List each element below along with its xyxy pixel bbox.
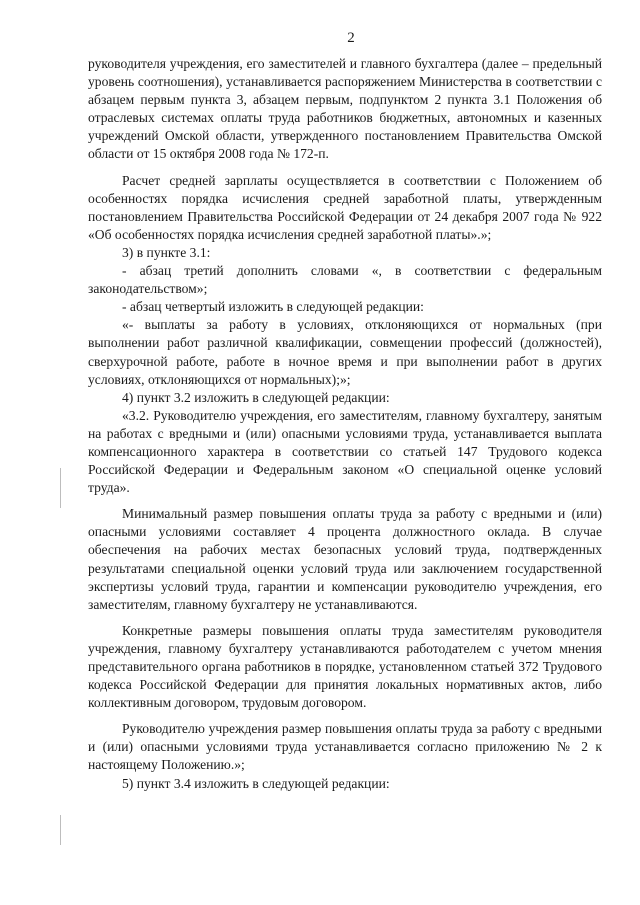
scan-artifact-line — [60, 468, 61, 508]
paragraph: Минимальный размер повышения оплаты труда за работу с вредными и (или) опасными условиями составляет 4 процента должностного оклада. В случае обеспечения на рабочих местах безопасных условий труда, подтвержденных результатами специальной оценки условий труда или заключением государственной экспертизы условий труда, гарантии и компенсации руководителю учреждения, его заместителям, главному бухгалтеру не устанавливаются. — [88, 506, 602, 612]
paragraph: 3) в пункте 3.1: — [122, 244, 211, 260]
document-body — [88, 55, 602, 793]
paragraph: Руководителю учреждения размер повышения оплаты труда за работу с вредными и (или) опасными условиями труда устанавливается согласно приложению № 2 к настоящему Положению.»; — [88, 721, 602, 773]
paragraph: Расчет средней зарплаты осуществляется в соответствии с Положением об особенностях порядка исчисления средней заработной платы, утвержденным постановлением Правительства Российской Федерации от 24 декабря 2007 года № 922 «Об особенностях порядка исчисления средней заработной платы».»; — [88, 172, 602, 242]
paragraph: «- выплаты за работу в условиях, отклоняющихся от нормальных (при выполнении работ различной квалификации, совмещении профессий (должностей), сверхурочной работе, работе в ночное время и при выполнении работ в других условиях, отклоняющихся от нормальных);»; — [88, 317, 602, 387]
scan-artifact-line — [60, 815, 61, 845]
page-number: 2 — [347, 30, 355, 46]
paragraph: 4) пункт 3.2 изложить в следующей редакции: — [122, 389, 390, 405]
paragraph: «3.2. Руководителю учреждения, его заместителям, главному бухгалтеру, занятым на работах с вредными и (или) опасными условиями труда, устанавливается выплата компенсационного характера в соответствии со статьей 147 Трудового кодекса Российской Федерации и Федеральным законом «О специальной оценке условий труда». — [88, 407, 602, 496]
paragraph: - абзац третий дополнить словами «, в соответствии с федеральным законодательством»; — [88, 263, 602, 297]
paragraph: 5) пункт 3.4 изложить в следующей редакции: — [122, 775, 390, 791]
paragraph: руководителя учреждения, его заместителей и главного бухгалтера (далее – предельный уровень соотношения), устанавливается распоряжением Министерства в соответствии с абзацем первым пункта 3, абзацем первым, подпунктом 2 пункта 3.1 Положения об отраслевых системах оплаты труда работников бюджетных, автономных и казенных учреждений Омской области, утвержденного постановлением Правительства Омской области от 15 октября 2008 года № 172-п. — [88, 56, 602, 162]
paragraph: - абзац четвертый изложить в следующей редакции: — [122, 299, 424, 315]
paragraph: Конкретные размеры повышения оплаты труда заместителям руководителя учреждения, главному бухгалтеру устанавливаются работодателем с учетом мнения представительного органа работников в порядке, установленном статьей 372 Трудового кодекса Российской Федерации для принятия локальных нормативных актов, либо коллективным договором, трудовым договором. — [88, 622, 602, 711]
